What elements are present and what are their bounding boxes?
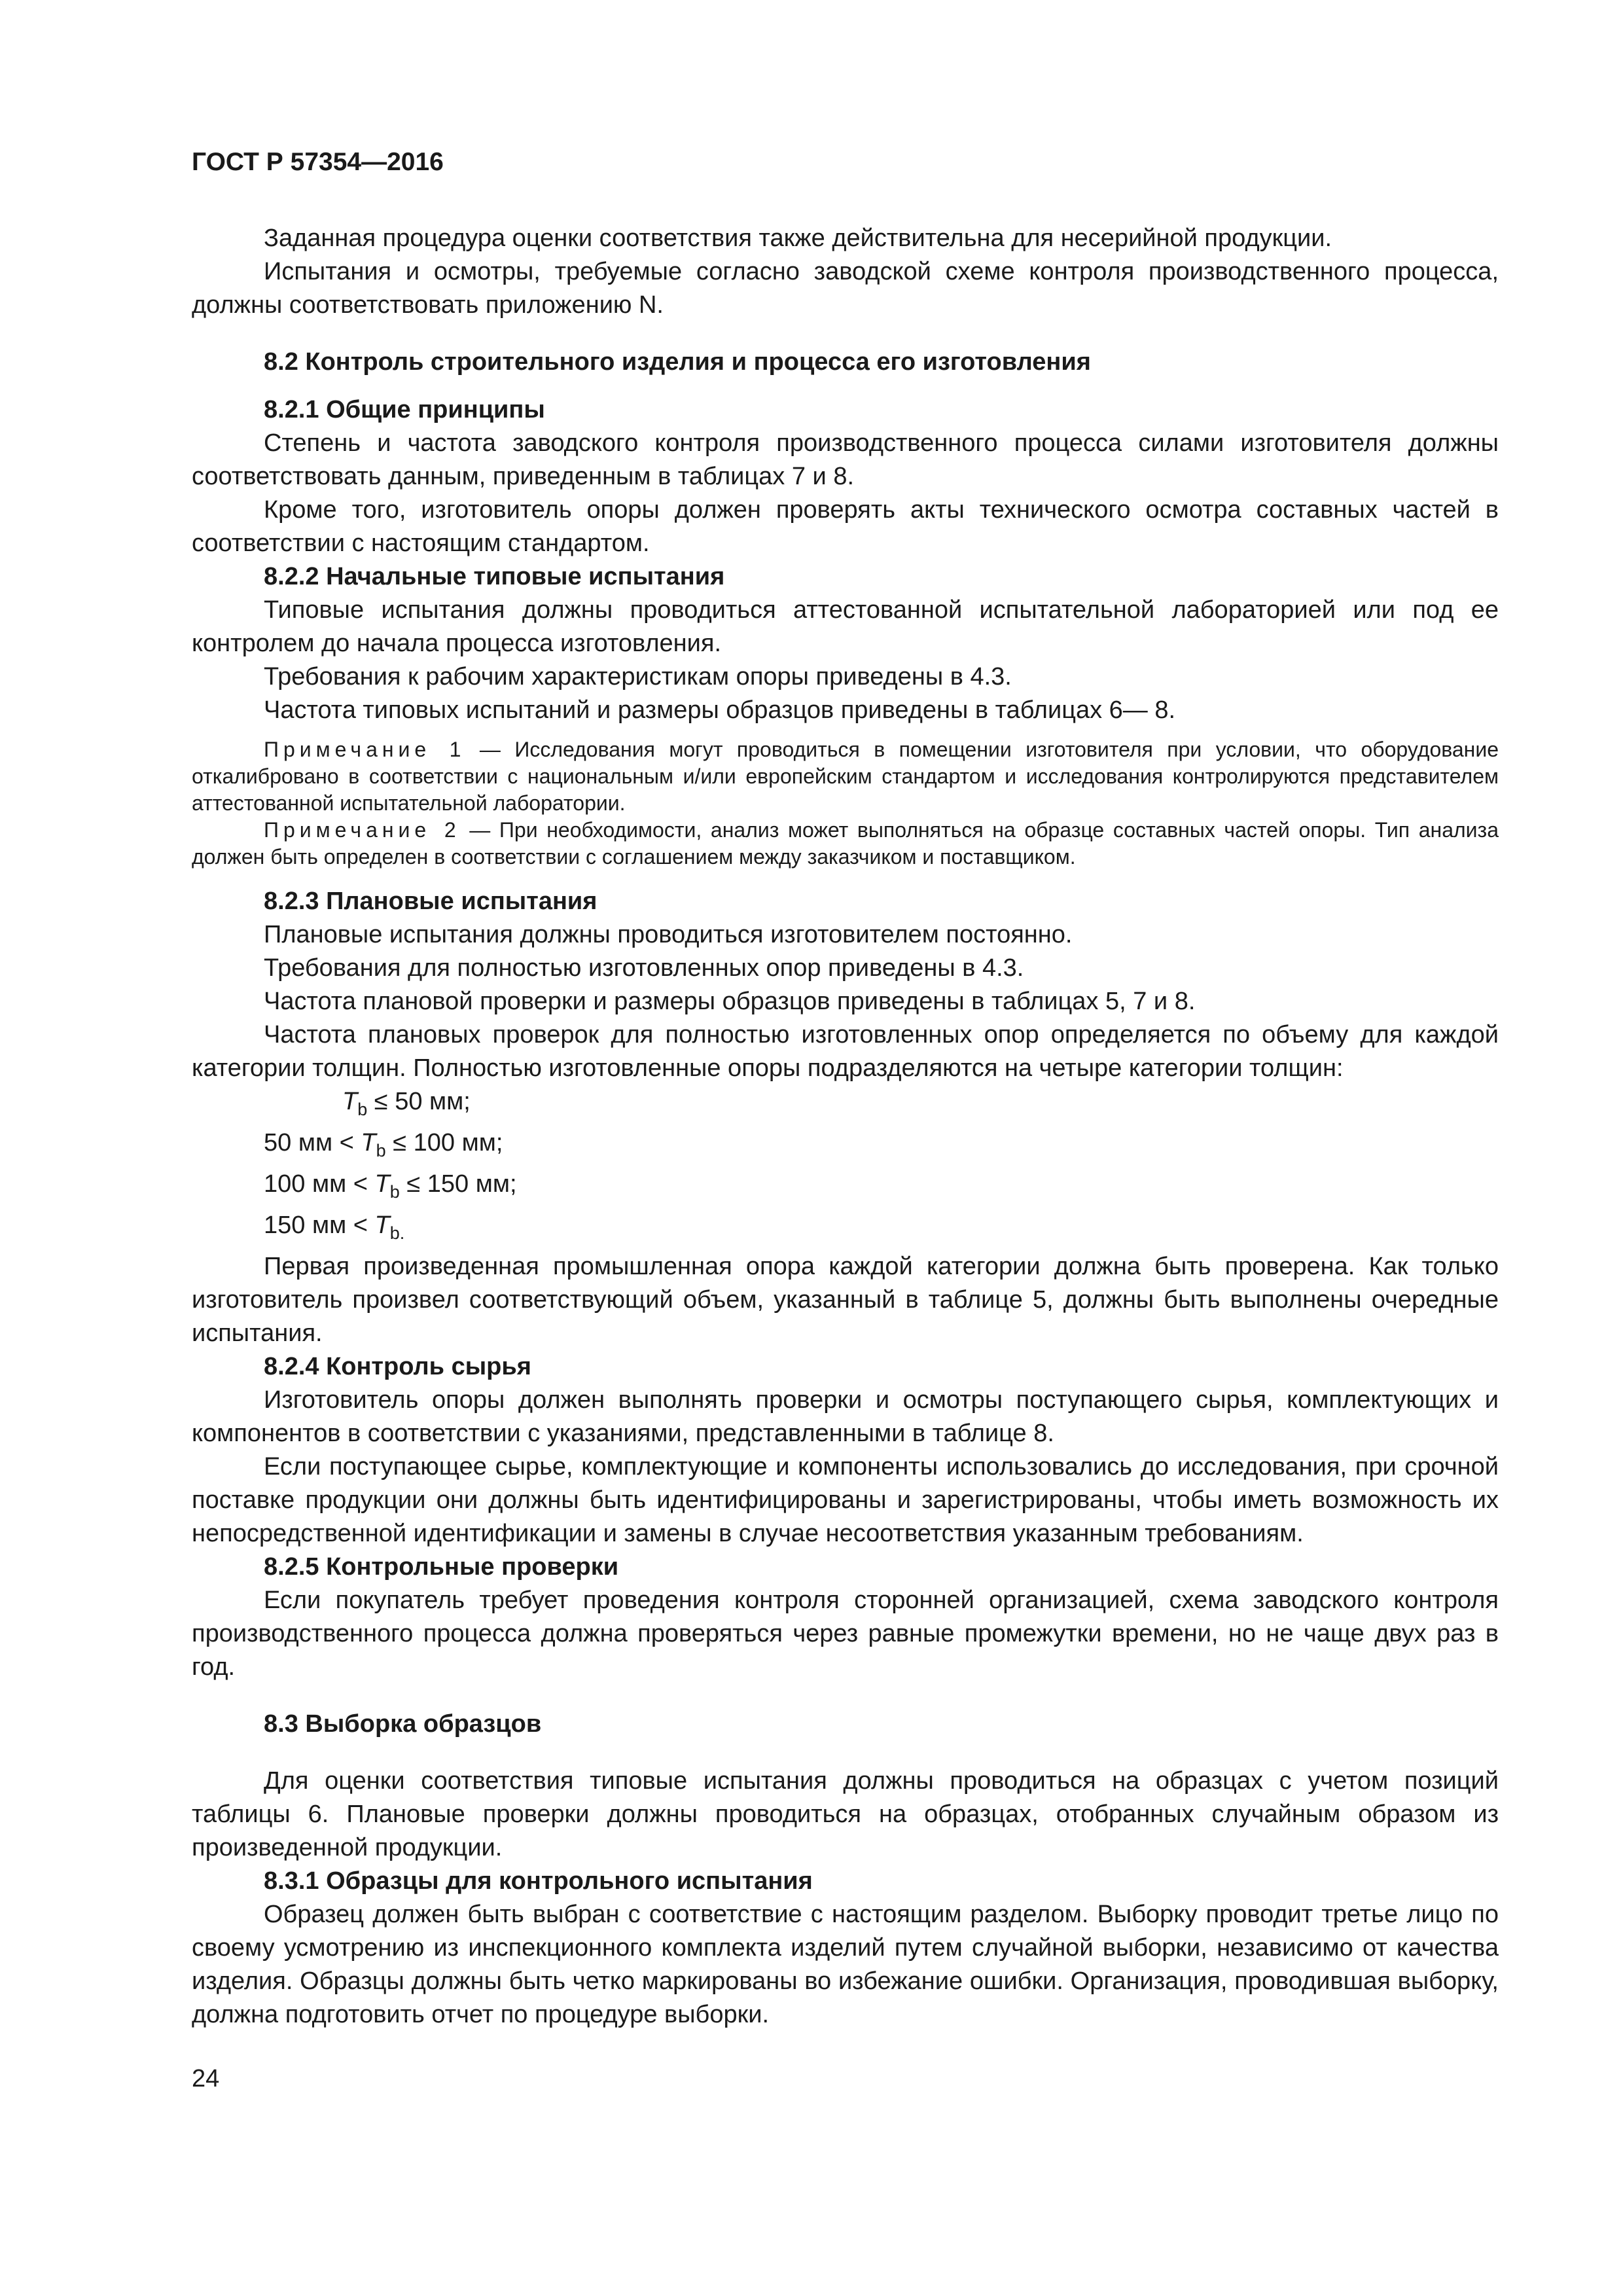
thickness-category: 150 мм < $T_{b.}$ xyxy=(264,1211,405,1243)
intro-paragraph-1: Заданная процедура оценки соответствия также действительна для несерийной продукции. xyxy=(264,224,1332,252)
paragraph: Для оценки соответствия типовые испытания должны проводиться на образцах с учетом позиций таблицы 6. Плановые проверки должны проводиться на образцах, отобранных случайным образом из произведенной продукции. xyxy=(192,1767,1499,1861)
paragraph: Требования к рабочим характеристикам опоры приведены в 4.3. xyxy=(264,663,1012,691)
paragraph: Плановые испытания должны проводиться изготовителем постоянно. xyxy=(264,921,1073,948)
paragraph: Частота типовых испытаний и размеры образцов приведены в таблицах 6— 8. xyxy=(264,696,1176,724)
note-1 xyxy=(192,736,1499,817)
section-8-3-1-title: 8.3.1 Образцы для контрольного испытания xyxy=(264,1867,813,1895)
thickness-category: $T_b \le 50$ мм; xyxy=(342,1088,471,1119)
note-2 xyxy=(192,817,1499,870)
section-8-2-3-title: 8.2.3 Плановые испытания xyxy=(264,888,597,915)
intro-paragraph-2: Испытания и осмотры, требуемые согласно заводской схеме контроля производственного процесса, должны соответствовать приложению N. xyxy=(192,258,1499,319)
note-text: — При необходимости, анализ может выполняться на образце составных частей опоры. Тип анализа должен быть определен в соответствии с соглашением между заказчиком и поставщиком. xyxy=(192,818,1499,869)
thickness-category: 100 мм < $T_b \le 150$ мм; xyxy=(264,1170,517,1202)
paragraph: Если покупатель требует проведения контроля сторонней организацией, схема заводского контроля производственного процесса должна проверяться через равные промежутки времени, но не чаще двух раз в год. xyxy=(192,1587,1499,1681)
page-number: 24 xyxy=(192,2065,220,2092)
note-label: Примечание 2 xyxy=(264,818,461,842)
note-label: Примечание 1 xyxy=(264,738,466,761)
paragraph: Требования для полностью изготовленных опор приведены в 4.3. xyxy=(264,954,1024,982)
paragraph: Частота плановых проверок для полностью изготовленных опор определяется по объему для каждой категории толщин. Полностью изготовленные опоры подразделяются на четыре категории толщин: xyxy=(192,1021,1499,1082)
paragraph: Степень и частота заводского контроля производственного процесса силами изготовителя должны соответствовать данным, приведенным в таблицах 7 и 8. xyxy=(192,429,1499,490)
document-header: ГОСТ Р 57354—2016 xyxy=(192,148,444,176)
section-8-2-4-title: 8.2.4 Контроль сырья xyxy=(264,1353,531,1380)
paragraph: Образец должен быть выбран с соответствие с настоящим разделом. Выборку проводит третье лицо по своему усмотрению из инспекционного комплекта изделий путем случайной выборки, независимо от качества изделия. Образцы должны быть четко маркированы во избежание ошибки. Организация, проводившая выборку, должна подготовить отчет по процедуре выборки. xyxy=(192,1901,1499,2028)
document-page xyxy=(192,145,1499,2032)
paragraph: Первая произведенная промышленная опора каждой категории должна быть проверена. Как только изготовитель произвел соответствующий объем, указанный в таблице 5, должны быть выполнены очередные испытания. xyxy=(192,1253,1499,1347)
paragraph: Типовые испытания должны проводиться аттестованной испытательной лабораторией или под ее контролем до начала процесса изготовления. xyxy=(192,596,1499,657)
section-8-3-title: 8.3 Выборка образцов xyxy=(264,1710,542,1738)
section-8-2-1-title: 8.2.1 Общие принципы xyxy=(264,396,545,423)
section-8-2-2-title: 8.2.2 Начальные типовые испытания xyxy=(264,563,725,590)
paragraph: Изготовитель опоры должен выполнять проверки и осмотры поступающего сырья, комплектующих и компонентов в соответствии с указаниями, представленными в таблице 8. xyxy=(192,1386,1499,1447)
thickness-category: 50 мм < $T_b \le 100$ мм; xyxy=(264,1129,503,1160)
note-text: — Исследования могут проводиться в помещении изготовителя при условии, что оборудование откалибровано в соответствии с национальным и/или европейским стандартом и исследования контролируются представителем аттестованной испытательной лаборатории. xyxy=(192,738,1499,815)
paragraph: Частота плановой проверки и размеры образцов приведены в таблицах 5, 7 и 8. xyxy=(264,988,1196,1015)
section-8-2-5-title: 8.2.5 Контрольные проверки xyxy=(264,1553,619,1581)
paragraph: Кроме того, изготовитель опоры должен проверять акты технического осмотра составных частей в соответствии с настоящим стандартом. xyxy=(192,496,1499,557)
section-8-2-title: 8.2 Контроль строительного изделия и процесса его изготовления xyxy=(264,348,1091,376)
paragraph: Если поступающее сырье, комплектующие и компоненты использовались до исследования, при срочной поставке продукции они должны быть идентифицированы и зарегистрированы, чтобы иметь возможность их непосредственной идентификации и замены в случае несоответствия указанным требованиям. xyxy=(192,1453,1499,1547)
